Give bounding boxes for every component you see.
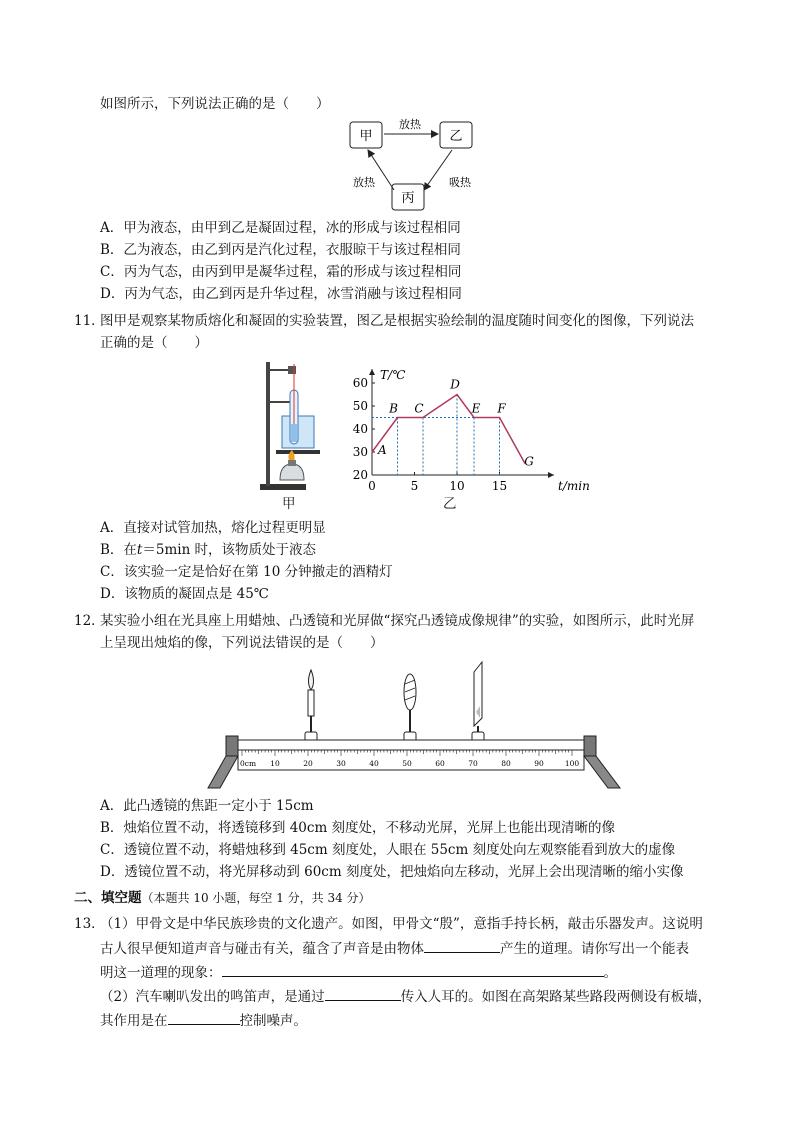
y-tick-label: 50 [352,399,368,413]
ruler-tick-label: 90 [534,759,544,768]
q13-blank-noise-control[interactable] [168,1010,240,1025]
q11-option-c: C．该实验一定是恰好在第 10 分钟撤走的酒精灯 [100,564,393,580]
q13-blank-vibration[interactable] [424,938,500,953]
q13-line5-b: 控制噪声。 [239,1013,307,1029]
q13-line2-b: 产生的道理。请你写出一个能表 [500,941,689,957]
q10-option-b: B．乙为液态，由乙到丙是汽化过程，衣服晾干与该过程相同 [100,242,461,258]
q11-option-b-var: t [136,542,143,558]
q11-option-a: A．直接对试管加热，熔化过程更明显 [100,520,326,536]
y-tick-label: 20 [352,468,368,482]
q13-line2 [100,938,689,959]
optical-bench-figure [200,656,640,796]
y-tick-label: 60 [352,376,368,390]
ruler-tick-label: 20 [303,759,313,768]
q13-line4-b: 传入人耳的。如图在高架路某些路段两侧设有板墙， [400,989,712,1005]
ruler-tick-label: 0cm [240,759,257,768]
q13-line2-a: 古人很早便知道声音与碰击有关，蕴含了声音是由物体 [100,941,424,957]
point-label-B: B [389,401,398,416]
apparatus-caption: 甲 [282,496,296,512]
q13-line3 [100,962,617,983]
x-axis-arrow [548,472,554,478]
x-tick-label: 5 [410,479,419,493]
q13-line1: （1）甲骨文是中华民族珍贵的文化遗产。如图，甲骨文“殷”，意指手持长柄，敲击乐器发声。这说明 [100,916,703,932]
q11-option-b-rest: ＝5min 时，该物质处于液态 [142,542,317,558]
ruler-tick-label: 80 [501,759,511,768]
q13-number: 13． [74,916,105,932]
edge-bc-label: 吸热 [449,176,471,189]
q13-line5-a: 其作用是在 [100,1013,168,1029]
chart-caption: 乙 [443,496,457,512]
q12-stem-line1: 某实验小组在光具座上用蜡烛、凸透镜和光屏做“探究凸透镜成像规律”的实验，如图所示，此时光屏 [100,613,695,629]
q12-number: 12． [74,613,105,629]
q13-line4-a: （2）汽车喇叭发出的鸣笛声，是通过 [100,989,325,1005]
apparatus-figure [252,358,322,498]
q13-line3-a: 明这一道理的现象： [100,965,222,981]
q12-option-a: A．此凸透镜的焦距一定小于 15cm [100,798,314,814]
node-jia: 甲 [359,129,373,144]
ruler-tick-label: 60 [435,759,445,768]
q12-option-c: C．透镜位置不动，将蜡烛移到 45cm 刻度处，人眼在 55cm 刻度处向左观察能看到放大的虚像 [100,842,676,858]
node-bing: 丙 [401,191,415,206]
q13-blank-phenomenon[interactable] [222,962,604,977]
q13-line5 [100,1010,307,1031]
q12-stem-line2: 上呈现出烛焰的像，下列说法错误的是（ ） [100,635,384,651]
point-label-F: F [497,401,506,416]
q10-option-a: A．甲为液态，由甲到乙是凝固过程，冰的形成与该过程相同 [100,220,461,236]
point-label-D: D [450,377,460,392]
section-note: （本题共 10 小题，每空 1 分，共 34 分） [141,891,371,905]
y-tick-label: 40 [352,422,368,436]
x-tick-label: 10 [449,479,465,493]
ruler-tick-label: 100 [564,759,580,768]
edge-ab-label: 放热 [399,118,421,131]
y-axis-label: T/℃ [380,368,406,382]
q13-line3-b: 。 [603,965,617,981]
convex-lens [404,674,416,742]
q11-number: 11． [74,313,105,329]
q11-stem-line1: 图甲是观察某物质熔化和凝固的实验装置，图乙是根据实验绘制的温度随时间变化的图像，下列说法 [100,313,694,329]
q13-line4 [100,986,711,1007]
section-heading [74,888,371,908]
q12-option-b: B．烛焰位置不动，将透镜移到 40cm 刻度处，不移动光屏，光屏上也能出现清晰的像 [100,820,616,836]
point-label-E: E [471,401,481,416]
point-label-C: C [414,401,424,416]
q10-option-d: D．丙为气态，由乙到丙是升华过程，冰雪消融与该过程相同 [100,286,462,302]
q11-option-b [100,540,316,560]
y-tick-label: 30 [352,445,368,459]
candle [305,670,317,742]
x-axis-label: t/min [558,479,590,493]
edge-ca-label: 放热 [353,176,375,189]
point-label-A: A [378,443,387,457]
q10-stem: 如图所示，下列说法正确的是（ ） [100,96,330,112]
ruler-tick-label: 10 [270,759,280,768]
x-tick-label: 15 [491,479,508,493]
ruler-tick-label: 40 [369,759,379,768]
node-yi: 乙 [449,129,463,144]
q10-option-c: C．丙为气态，由丙到甲是凝华过程，霜的形成与该过程相同 [100,264,462,280]
q11-option-b-prefix: B．在 [100,542,137,558]
section-title: 二、填空题 [74,890,142,906]
ruler-tick-label: 50 [402,759,412,768]
q13-blank-medium[interactable] [325,986,401,1001]
state-change-diagram [340,112,490,214]
q12-option-d: D．透镜位置不动，将光屏移动到 60cm 刻度处，把烛焰向左移动，光屏上会出现清晰的缩小实像 [100,864,684,880]
point-label-G: G [524,454,534,469]
q11-option-d: D．该物质的凝固点是 45℃ [100,586,269,602]
ruler-tick-label: 30 [336,759,346,768]
q11-stem-line2: 正确的是（ ） [100,335,208,351]
light-screen [472,662,484,742]
x-tick-label: 0 [368,479,376,493]
ruler-tick-label: 70 [468,759,478,768]
y-axis-arrow [369,369,375,375]
temperature-time-chart [350,360,590,500]
